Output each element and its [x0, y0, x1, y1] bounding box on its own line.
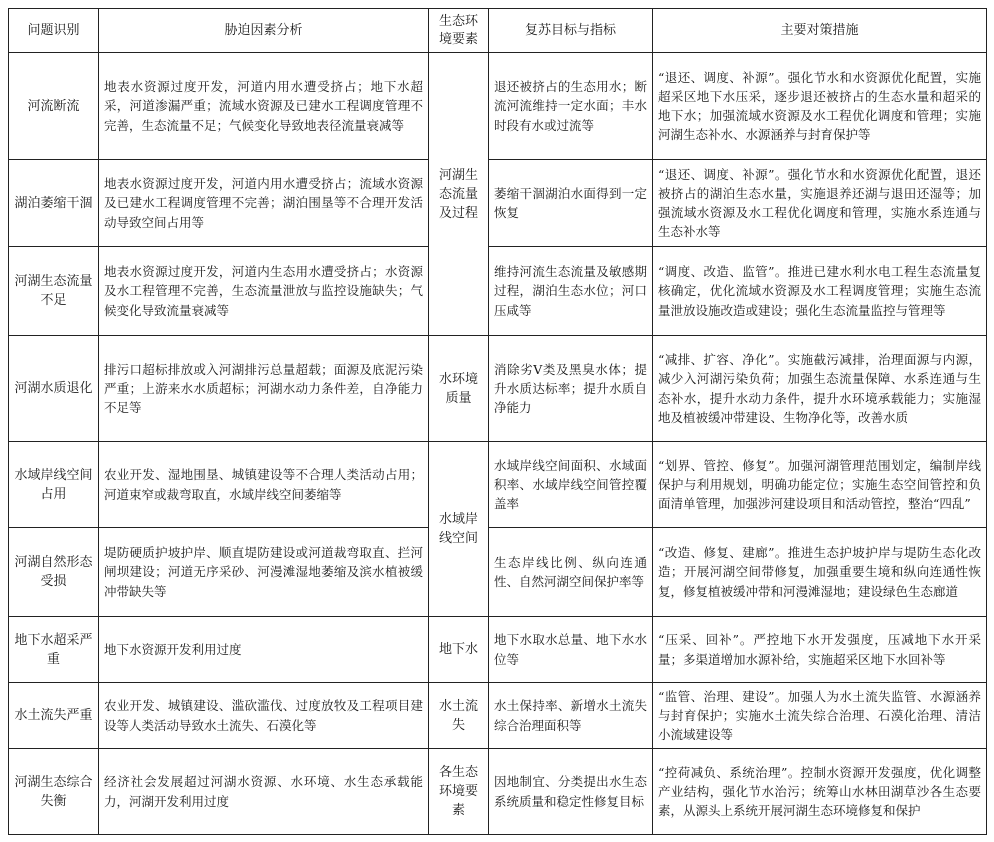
table-row	[9, 53, 987, 160]
table-row	[9, 247, 987, 336]
targets-cell: 因地制宜、分类提出水生态系统质量和稳定性修复目标	[489, 749, 653, 835]
problem-cell: 河流断流	[9, 53, 99, 160]
measures-cell: “监管、治理、建设”。加强人为水土流失监管、水源涵养与封育保护；实施水土流失综合治理、石漠化治理、清洁小流域建设等	[653, 683, 987, 749]
measures-cell: “退还、调度、补源”。强化节水和水资源优化配置，实施超采区地下水压采，逐步退还被挤占的生态水量和超采的地下水；加强流域水资源及水工程优化调度和管理；实施河湖生态补水、水源涵养与封育保护等	[653, 53, 987, 160]
table-row	[9, 617, 987, 683]
table-row	[9, 160, 987, 247]
problem-cell: 河湖生态综合失衡	[9, 749, 99, 835]
strategy-table	[8, 8, 987, 835]
element-cell: 地下水	[429, 617, 489, 683]
header-targets: 复苏目标与指标	[489, 9, 653, 53]
measures-cell: “改造、修复、建廊”。推进生态护坡护岸与堤防生态化改造；开展河湖空间带修复，加强重要生境和纵向连通性恢复，修复植被缓冲带和河漫滩湿地；建设绿色生态廊道	[653, 528, 987, 617]
problem-cell: 河湖水质退化	[9, 336, 99, 442]
targets-cell: 萎缩干涸湖泊水面得到一定恢复	[489, 160, 653, 247]
element-cell: 水土流失	[429, 683, 489, 749]
problem-cell: 河湖自然形态受损	[9, 528, 99, 617]
measures-cell: “退还、调度、补源”。强化节水和水资源优化配置，退还被挤占的湖泊生态水量，实施退养还湖与退田还湿等；加强流域水资源及水工程优化调度和管理，实施水系连通与生态补水等	[653, 160, 987, 247]
factors-cell: 经济社会发展超过河湖水资源、水环境、水生态承载能力，河湖开发利用过度	[99, 749, 429, 835]
targets-cell: 消除劣Ⅴ类及黑臭水体；提升水质达标率；提升水质自净能力	[489, 336, 653, 442]
element-cell: 河湖生态流量及过程	[429, 53, 489, 336]
targets-cell: 地下水取水总量、地下水水位等	[489, 617, 653, 683]
factors-cell: 地表水资源过度开发，河道内生态用水遭受挤占；水资源及水工程管理不完善，生态流量泄放与监控设施缺失；气候变化导致流量衰减等	[99, 247, 429, 336]
targets-cell: 退还被挤占的生态用水；断流河流维持一定水面；丰水时段有水或过流等	[489, 53, 653, 160]
table-row	[9, 749, 987, 835]
factors-cell: 地表水资源过度开发，河道内用水遭受挤占；流域水资源及已建水工程调度管理不完善；湖泊围垦等不合理开发活动导致空间占用等	[99, 160, 429, 247]
problem-cell: 地下水超采严重	[9, 617, 99, 683]
header-element: 生态环境要素	[429, 9, 489, 53]
measures-cell: “压采、回补”。严控地下水开发强度，压减地下水开采量；多渠道增加水源补给，实施超采区地下水回补等	[653, 617, 987, 683]
measures-cell: “划界、管控、修复”。加强河湖管理范围划定，编制岸线保护与利用规划，明确功能定位；实施生态空间管控和负面清单管理，加强涉河建设项目和活动管控，整治“四乱”	[653, 442, 987, 528]
factors-cell: 堤防硬质护坡护岸、顺直堤防建设或河道裁弯取直、拦河闸坝建设；河道无序采砂、河漫滩湿地萎缩及滨水植被缓冲带缺失等	[99, 528, 429, 617]
table-row	[9, 683, 987, 749]
measures-cell: “减排、扩容、净化”。实施截污减排，治理面源与内源，减少入河湖污染负荷；加强生态流量保障、水系连通与生态补水，提升水动力条件，提升水环境承载能力；实施湿地及植被缓冲带建设、生物净化等，改善水质	[653, 336, 987, 442]
problem-cell: 湖泊萎缩干涸	[9, 160, 99, 247]
factors-cell: 地下水资源开发利用过度	[99, 617, 429, 683]
targets-cell: 维持河流生态流量及敏感期过程，湖泊生态水位；河口压咸等	[489, 247, 653, 336]
header-factors: 胁迫因素分析	[99, 9, 429, 53]
factors-cell: 地表水资源过度开发，河道内用水遭受挤占；地下水超采，河道渗漏严重；流域水资源及已建水工程调度管理不完善，生态流量不足；气候变化导致地表径流量衰减等	[99, 53, 429, 160]
problem-cell: 河湖生态流量不足	[9, 247, 99, 336]
targets-cell: 水域岸线空间面积、水域面积率、水域岸线空间管控覆盖率	[489, 442, 653, 528]
element-cell: 水环境质量	[429, 336, 489, 442]
header-measures: 主要对策措施	[653, 9, 987, 53]
factors-cell: 排污口超标排放或入河湖排污总量超载；面源及底泥污染严重；上游来水水质超标；河湖水动力条件差，自净能力不足等	[99, 336, 429, 442]
header-row	[9, 9, 987, 53]
targets-cell: 生态岸线比例、纵向连通性、自然河湖空间保护率等	[489, 528, 653, 617]
element-cell: 各生态环境要素	[429, 749, 489, 835]
table-container	[8, 8, 987, 835]
element-cell: 水域岸线空间	[429, 442, 489, 617]
table-row	[9, 442, 987, 528]
header-problem: 问题识别	[9, 9, 99, 53]
table-row	[9, 336, 987, 442]
measures-cell: “调度、改造、监管”。推进已建水利水电工程生态流量复核确定，优化流域水资源及水工程调度管理；实施生态流量泄放设施改造或建设；强化生态流量监控与管理等	[653, 247, 987, 336]
table-row	[9, 528, 987, 617]
factors-cell: 农业开发、城镇建设、滥砍滥伐、过度放牧及工程项目建设等人类活动导致水土流失、石漠化等	[99, 683, 429, 749]
targets-cell: 水土保持率、新增水土流失综合治理面积等	[489, 683, 653, 749]
measures-cell: “控荷减负、系统治理”。控制水资源开发强度，优化调整产业结构，强化节水治污；统筹山水林田湖草沙各生态要素，从源头上系统开展河湖生态环境修复和保护	[653, 749, 987, 835]
problem-cell: 水域岸线空间占用	[9, 442, 99, 528]
factors-cell: 农业开发、湿地围垦、城镇建设等不合理人类活动占用；河道束窄或裁弯取直，水域岸线空间萎缩等	[99, 442, 429, 528]
problem-cell: 水土流失严重	[9, 683, 99, 749]
